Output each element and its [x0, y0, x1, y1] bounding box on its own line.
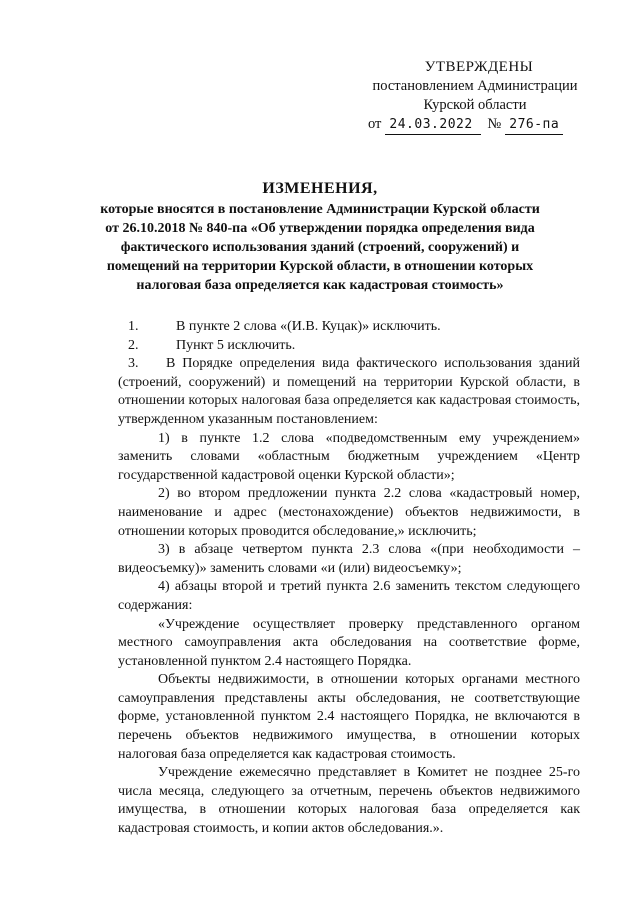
- list-item-1: [118, 318, 580, 337]
- approval-line-resolution: постановлением Администрации: [372, 78, 578, 94]
- document-subtitle: которые вносятся в постановление Администрации Курской области от 26.10.2018 № 840-па «Об утверждении порядка определения вида фактического использования зданий (строений, сооружений) и помещений на территории Курской области, в отношении которых налоговая база определяется как кадастровая стоимость»: [100, 202, 540, 293]
- approval-number: 276-па: [505, 115, 563, 135]
- quoted-paragraph-2: Объекты недвижимости, в отношении которых органами местного самоуправления представлены акты обследования, не соответствующие форме, установленной пунктом 2.4 настоящего Порядка, не включаются в перечень объектов недвижимого имущества, в отношении которых налоговая база определяется как кадастровая стоимость.: [118, 672, 580, 762]
- list-item-number: 2.: [128, 337, 139, 353]
- list-item-3: [118, 355, 580, 429]
- document-body: [118, 318, 580, 839]
- subitem-2: 2) во втором предложении пункта 2.2 слова «кадастровый номер, наименование и адрес (местонахождение) объектов недвижимости, в отношении которых проводится обследование,» исключить;: [118, 486, 580, 539]
- list-item-2: [118, 337, 580, 356]
- approval-title: УТВЕРЖДЕНЫ: [424, 59, 534, 75]
- list-item-number: 3.: [128, 356, 139, 372]
- approval-date: 24.03.2022: [385, 115, 481, 135]
- list-item-text: В пункте 2 слова «(И.В. Куцак)» исключить.: [176, 319, 441, 334]
- subitem-1: 1) в пункте 1.2 слова «подведомственным ему учреждением» заменить словами «областным бюджетным учреждением «Центр государственной кадастровой оценки Курской области»;: [118, 430, 580, 483]
- list-item-text: Пункт 5 исключить.: [176, 337, 296, 353]
- approval-line-region: Курской области: [423, 97, 527, 113]
- subitem-4: 4) абзацы второй и третий пункта 2.6 заменить текстом следующего содержания:: [118, 579, 580, 613]
- list-item-text: В Порядке определения вида фактического использования зданий (строений, сооружений) и помещений на территории Курской области, в отношении которых налоговая база определяется как кадастровая стоимость, утвержденном указанным постановлением:: [118, 356, 580, 427]
- quoted-paragraph-1: «Учреждение осуществляет проверку представленного органом местного самоуправления акта обследования на соответствие форме, установленной пунктом 2.4 настоящего Порядка.: [118, 616, 580, 669]
- list-item-number: 1.: [128, 319, 139, 334]
- subitem-3: 3) в абзаце четвертом пункта 2.3 слова «(при необходимости – видеосъемку)» заменить словами «и (или) видеосъемку»;: [118, 542, 580, 576]
- document-heading: [96, 180, 544, 295]
- approval-from-label: от: [368, 116, 382, 132]
- approval-stamp-block: [360, 58, 590, 135]
- approval-date-number-row: [368, 115, 590, 135]
- approval-number-label: №: [487, 116, 502, 132]
- quoted-paragraph-3: Учреждение ежемесячно представляет в Комитет не позднее 25-го числа месяца, следующего за отчетным, перечень объектов недвижимого имущества, в отношении которых налоговая база определяется как кадастровая стоимость, и копии актов обследования.».: [118, 765, 580, 837]
- document-title: ИЗМЕНЕНИЯ,: [262, 180, 378, 197]
